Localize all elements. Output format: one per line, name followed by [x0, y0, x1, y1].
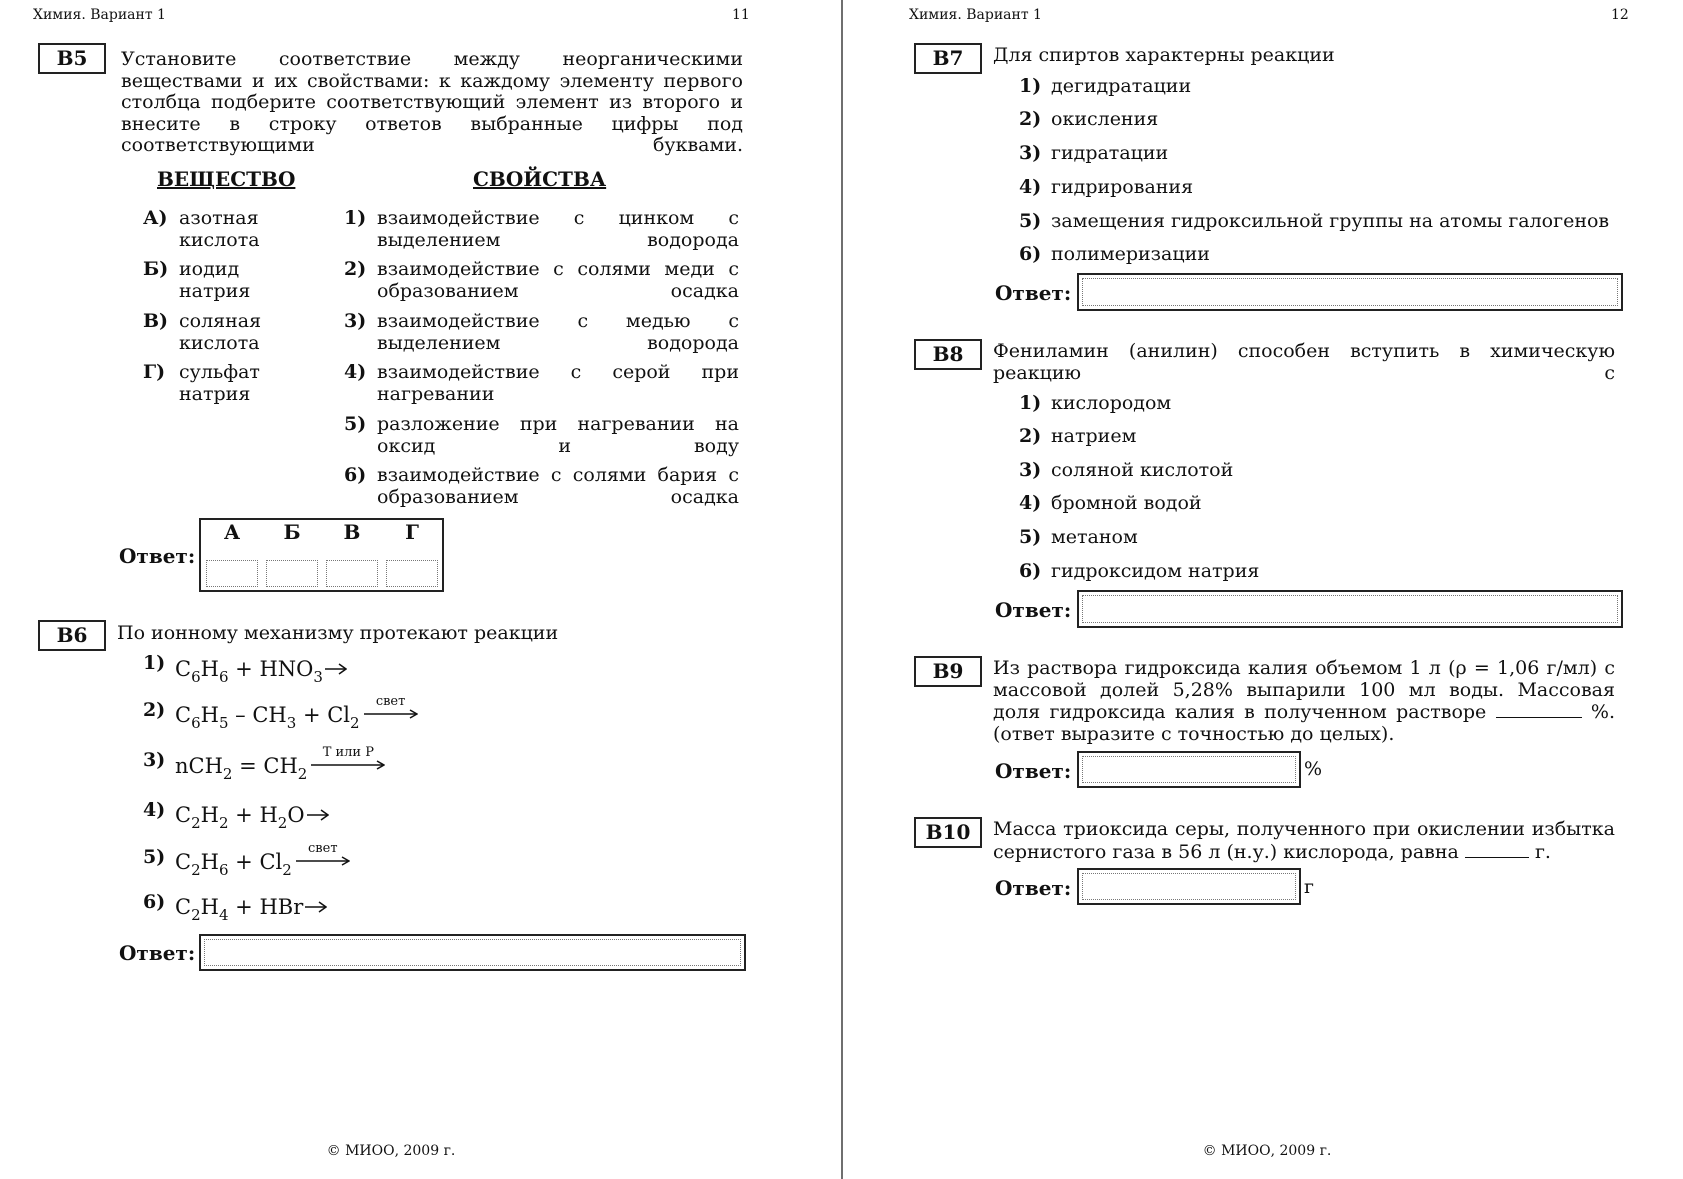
option-label: 3): [1019, 142, 1042, 164]
option-text: замещения гидроксильной группы на атомы галогенов: [1051, 210, 1610, 232]
property-text: взаимодействие с серой при нагревании: [377, 361, 739, 405]
answer-cell-a[interactable]: [206, 560, 258, 587]
property-text: взаимодействие с солями меди с образованием осадка: [377, 258, 739, 302]
column-heading-substance: ВЕЩЕСТВО: [157, 167, 296, 191]
question-label-b10: В10: [914, 817, 982, 848]
answer-cell-v[interactable]: [326, 560, 378, 587]
answer-cell-g[interactable]: [386, 560, 438, 587]
option-label: 6): [1019, 243, 1042, 265]
option-text: дегидратации: [1051, 75, 1192, 97]
reaction-label: 5): [143, 846, 166, 868]
reaction-formula: $nCH_2 = CH_2$ T или P: [175, 754, 385, 786]
property-text: взаимодействие с цинком с выделением водорода: [377, 207, 739, 251]
question-text-b5: Установите соответствие между неорганическими веществами и их свойствами: к каждому элементу первого столбца подберите соответствующий элемент из второго и внесите в строку ответов выбранные цифры под соответствующими буквами.: [121, 48, 743, 156]
property-label: 4): [344, 361, 367, 383]
answer-field-b6[interactable]: [199, 934, 746, 971]
question-text-b9: [993, 658, 1615, 745]
property-label: 6): [344, 464, 367, 486]
option-label: 4): [1019, 176, 1042, 198]
page-footer: © МИОО, 2009 г.: [326, 1143, 456, 1159]
property-label: 2): [344, 258, 367, 280]
option-label: 2): [1019, 108, 1042, 130]
option-label: 4): [1019, 492, 1042, 514]
reaction-arrow: [364, 694, 418, 719]
reaction-arrow-icon: [325, 663, 347, 675]
page-left: [0, 0, 841, 1179]
answer-label-b8: Ответ:: [995, 598, 1072, 622]
reaction-label: 3): [143, 749, 166, 771]
reaction-arrow: [296, 841, 350, 866]
property-text: разложение при нагревании на оксид и воду: [377, 413, 739, 457]
property-label: 5): [344, 413, 367, 435]
option-label: 1): [1019, 392, 1042, 414]
reaction-arrow-icon: [364, 709, 418, 719]
question-text-b7: Для спиртов характерны реакции: [993, 44, 1335, 66]
page-header: Химия. Вариант 1: [909, 7, 1042, 23]
column-heading-properties: СВОЙСТВА: [473, 167, 607, 191]
reaction-formula: $C_6H_5 - CH_3 + Cl_2$ свет: [175, 703, 418, 735]
reaction-label: 6): [143, 891, 166, 913]
option-text: кислородом: [1051, 392, 1172, 414]
answer-grid-b5: [199, 518, 444, 592]
substance-label: Г): [143, 361, 166, 383]
answer-label-b5: Ответ:: [119, 544, 196, 568]
option-label: 2): [1019, 425, 1042, 447]
reaction-label: 2): [143, 699, 166, 721]
property-label: 1): [344, 207, 367, 229]
option-label: 5): [1019, 526, 1042, 548]
property-text: взаимодействие с солями бария с образованием осадка: [377, 464, 739, 508]
question-text-b10: [993, 819, 1615, 863]
question-text-b6: По ионному механизму протекают реакции: [117, 622, 559, 644]
reaction-formula: $C_2H_6 + Cl_2$ свет: [175, 850, 350, 882]
unit-grams: г: [1304, 876, 1314, 898]
answer-cell-b[interactable]: [266, 560, 318, 587]
reaction-label: 1): [143, 652, 166, 674]
page-number: 12: [1611, 7, 1629, 23]
substance-text: азотная кислота: [179, 207, 260, 251]
option-text: бромной водой: [1051, 492, 1202, 514]
reaction-arrow-icon: [305, 901, 327, 913]
reaction-formula: $C_2H_2 + H_2O$: [175, 803, 329, 835]
substance-label: В): [143, 310, 169, 332]
answer-field-b7[interactable]: [1077, 273, 1623, 311]
question-text-b9-part2: %. (ответ выразите с точностью до целых).: [993, 701, 1615, 745]
substance-label: А): [143, 207, 168, 229]
option-label: 5): [1019, 210, 1042, 232]
answer-field-b8[interactable]: [1077, 590, 1623, 628]
option-label: 3): [1019, 459, 1042, 481]
option-label: 1): [1019, 75, 1042, 97]
page-footer: © МИОО, 2009 г.: [1202, 1143, 1332, 1159]
answer-field-b10[interactable]: [1077, 868, 1301, 905]
page-number: 11: [732, 7, 750, 23]
reaction-arrow-icon: [296, 856, 350, 866]
answer-column-g: Г: [405, 520, 419, 544]
answer-column-b: Б: [283, 520, 301, 544]
answer-field-b9[interactable]: [1077, 751, 1301, 788]
substance-text: сульфат натрия: [179, 361, 260, 405]
question-label-b6: В6: [38, 620, 106, 651]
answer-column-v: В: [343, 520, 361, 544]
option-text: соляной кислотой: [1051, 459, 1234, 481]
question-label-b9: В9: [914, 656, 982, 687]
option-text: гидратации: [1051, 142, 1169, 164]
option-text: гидроксидом натрия: [1051, 560, 1260, 582]
reaction-condition: T или P: [322, 745, 374, 760]
option-label: 6): [1019, 560, 1042, 582]
substance-label: Б): [143, 258, 169, 280]
blank-line: [1465, 841, 1529, 858]
blank-line: [1496, 701, 1582, 718]
answer-column-a: А: [223, 520, 241, 544]
question-label-b7: В7: [914, 43, 982, 74]
answer-label-b10: Ответ:: [995, 876, 1072, 900]
reaction-arrow-icon: [311, 760, 385, 770]
question-label-b5: В5: [38, 43, 106, 74]
reaction-formula: $C_6H_6 + HNO_3$: [175, 657, 347, 689]
substance-text: соляная кислота: [179, 310, 262, 354]
question-text-b10-part2: г.: [1534, 840, 1551, 863]
question-text-b10-part1: Масса триоксида серы, полученного при окислении избытка сернистого газа в 56 л (н.у.) кислорода, равна: [993, 818, 1615, 863]
reaction-condition: свет: [308, 841, 338, 856]
reaction-arrow: [311, 745, 385, 770]
question-text-b8: Фениламин (анилин) способен вступить в химическую реакцию с: [993, 340, 1615, 384]
option-text: полимеризации: [1051, 243, 1210, 265]
question-text-b9-part1: Из раствора гидроксида калия объемом 1 л (ρ = 1,06 г/мл) с массовой долей 5,28% выпарили 100 мл воды. Массовая доля гидроксида калия в полученном растворе: [993, 657, 1615, 723]
option-text: метаном: [1051, 526, 1138, 548]
property-text: взаимодействие с медью с выделением водорода: [377, 310, 739, 354]
unit-percent: %: [1304, 758, 1323, 780]
page-right: [842, 0, 1683, 1179]
answer-label-b6: Ответ:: [119, 941, 196, 965]
reaction-condition: свет: [375, 694, 406, 709]
option-text: гидрирования: [1051, 176, 1194, 198]
option-text: натрием: [1051, 425, 1137, 447]
option-text: окисления: [1051, 108, 1159, 130]
answer-label-b9: Ответ:: [995, 759, 1072, 783]
substance-text: иодид натрия: [179, 258, 251, 302]
property-label: 3): [344, 310, 367, 332]
answer-label-b7: Ответ:: [995, 281, 1072, 305]
question-label-b8: В8: [914, 339, 982, 370]
reaction-label: 4): [143, 799, 166, 821]
page-header: Химия. Вариант 1: [33, 7, 166, 23]
reaction-formula: $C_2H_4$ + HBr: [175, 895, 327, 927]
reaction-arrow-icon: [307, 809, 329, 821]
